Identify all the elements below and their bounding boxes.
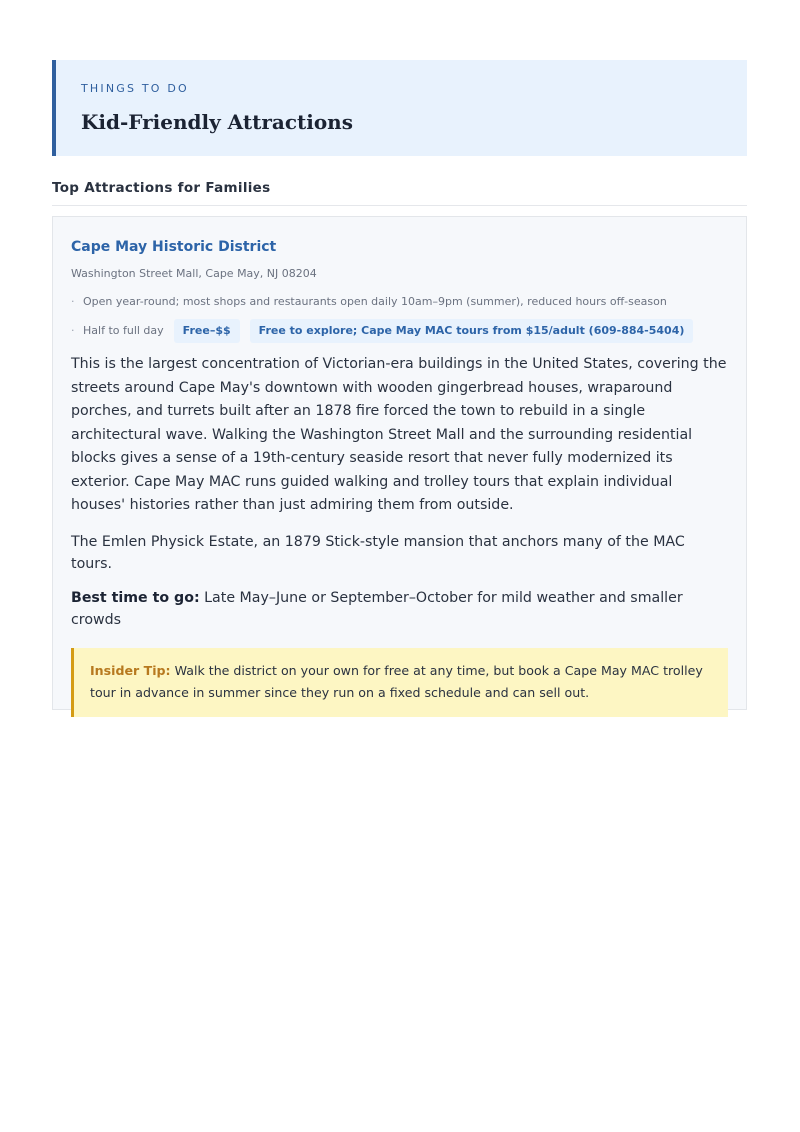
price-detail-badge: Free to explore; Cape May MAC tours from $15/adult (609-884-5404) bbox=[250, 319, 694, 343]
best-time-label: Best time to go: bbox=[71, 589, 200, 606]
attraction-address: Washington Street Mall, Cape May, NJ 08204 bbox=[71, 267, 317, 280]
attraction-duration: Half to full day bbox=[83, 324, 164, 337]
page-title: Kid-Friendly Attractions bbox=[81, 110, 353, 134]
bullet-icon: · bbox=[71, 324, 75, 337]
attraction-note: The Emlen Physick Estate, an 1879 Stick-style mansion that anchors many of the MAC tours. bbox=[71, 533, 685, 572]
attraction-name-link[interactable]: Cape May Historic District bbox=[71, 239, 277, 255]
insider-tip-box bbox=[71, 648, 728, 717]
attraction-meta-row bbox=[71, 319, 728, 343]
insider-tip-label: Insider Tip: bbox=[90, 662, 171, 678]
page-header bbox=[52, 60, 747, 156]
section-title: Top Attractions for Families bbox=[52, 180, 271, 196]
attraction-hours-row bbox=[71, 294, 728, 310]
best-time-value: Late May–June or September–October for mild weather and smaller crowds bbox=[71, 589, 683, 628]
price-badge: Free–$$ bbox=[174, 319, 240, 343]
page bbox=[52, 60, 747, 710]
attraction-description: This is the largest concentration of Victorian-era buildings in the United States, covering the streets around Cape May's downtown with wooden gingerbread houses, wraparound porches, and turrets built after an 1878 fire forced the town to rebuild in a single architectural wave. Walking the Washington Street Mall and the surrounding residential blocks gives a sense of a 19th-century seaside resort that never fully modernized its exterior. Cape May MAC runs guided walking and trolley tours that explain individual houses' histories rather than just admiring them from outside. bbox=[71, 356, 727, 513]
bullet-icon: · bbox=[71, 295, 75, 308]
best-time bbox=[71, 587, 728, 631]
section-divider bbox=[52, 205, 747, 206]
attraction-card bbox=[52, 216, 747, 710]
insider-tip-text: Walk the district on your own for free at any time, but book a Cape May MAC trolley tour in advance in summer since they run on a fixed schedule and can sell out. bbox=[90, 662, 703, 700]
page-eyebrow: THINGS TO DO bbox=[81, 82, 189, 95]
attraction-hours: Open year-round; most shops and restaurants open daily 10am–9pm (summer), reduced hours off-season bbox=[83, 295, 667, 308]
